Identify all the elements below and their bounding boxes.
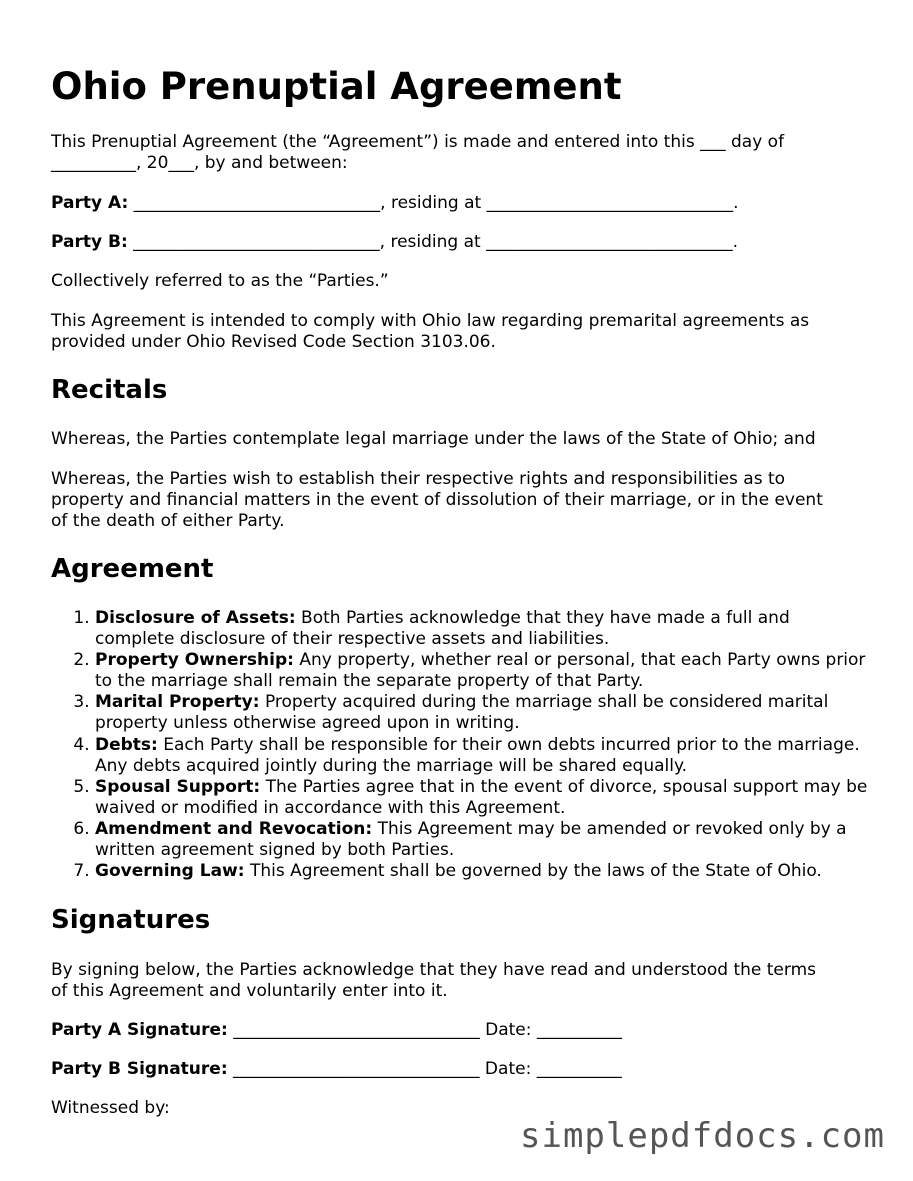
acknowledgement-paragraph bbox=[51, 960, 871, 1002]
party-a-signature-line bbox=[51, 1020, 871, 1041]
list-item bbox=[95, 819, 871, 861]
signatures-heading: Signatures bbox=[51, 905, 211, 935]
item-text: Both Parties acknowledge that they have made a full and complete disclosure of their respective assets and liabilities. bbox=[95, 608, 790, 650]
item-text: Each Party shall be responsible for their own debts incurred prior to the marriage. Any debts acquired jointly during the marriage will be shared equally. bbox=[95, 734, 860, 776]
list-item bbox=[95, 692, 871, 734]
list-item bbox=[95, 777, 871, 819]
agreement-list bbox=[51, 608, 871, 882]
item-label: Spousal Support: bbox=[95, 776, 261, 797]
intro-line-2: __________, 20___, by and between: bbox=[51, 153, 348, 173]
watermark: simplepdfdocs.com bbox=[520, 1116, 885, 1156]
item-label: Governing Law: bbox=[95, 861, 245, 882]
item-label: Debts: bbox=[95, 734, 158, 755]
compliance-paragraph bbox=[51, 311, 871, 353]
document-title: Ohio Prenuptial Agreement bbox=[51, 65, 622, 108]
party-b-label: Party B: bbox=[51, 232, 128, 252]
party-b-line bbox=[51, 232, 871, 253]
compliance-line-1: This Agreement is intended to comply with Ohio law regarding premarital agreements as bbox=[51, 311, 810, 331]
list-item bbox=[95, 861, 871, 882]
item-label: Disclosure of Assets: bbox=[95, 608, 296, 628]
whereas-2-line-2: property and financial matters in the event of dissolution of their marriage, or in the event bbox=[51, 490, 823, 510]
item-label: Marital Property: bbox=[95, 692, 260, 713]
party-b-signature-fields: _____________________________ Date: __________ bbox=[227, 1059, 622, 1079]
party-b-signature-label: Party B Signature: bbox=[51, 1059, 228, 1079]
recitals-heading: Recitals bbox=[51, 375, 168, 405]
compliance-line-2: provided under Ohio Revised Code Section 3103.06. bbox=[51, 332, 496, 352]
item-text: The Parties agree that in the event of divorce, spousal support may be waived or modified in accordance with this Agreement. bbox=[95, 776, 868, 818]
collectively-text: Collectively referred to as the “Parties.” bbox=[51, 271, 389, 291]
ack-line-2: of this Agreement and voluntarily enter into it. bbox=[51, 981, 448, 1001]
item-label: Property Ownership: bbox=[95, 650, 294, 671]
agreement-heading: Agreement bbox=[51, 554, 214, 584]
party-b-fields: _____________________________, residing at _____________________________. bbox=[133, 232, 738, 252]
party-a-fields: _____________________________, residing at _____________________________. bbox=[133, 193, 739, 213]
whereas-2 bbox=[51, 469, 871, 532]
list-item bbox=[95, 735, 871, 777]
list-item bbox=[95, 650, 871, 692]
witnessed-by: Witnessed by: bbox=[51, 1098, 170, 1118]
whereas-2-line-3: of the death of either Party. bbox=[51, 511, 285, 531]
intro-paragraph bbox=[51, 132, 871, 174]
list-item bbox=[95, 608, 871, 650]
party-b-signature-line bbox=[51, 1059, 871, 1080]
intro-line-1: This Prenuptial Agreement (the “Agreement”) is made and entered into this ___ day of bbox=[51, 132, 785, 152]
whereas-2-line-1: Whereas, the Parties wish to establish their respective rights and responsibilities as to bbox=[51, 469, 786, 489]
ack-line-1: By signing below, the Parties acknowledge that they have read and understood the terms bbox=[51, 960, 816, 980]
whereas-1: Whereas, the Parties contemplate legal marriage under the laws of the State of Ohio; and bbox=[51, 429, 816, 449]
party-a-label: Party A: bbox=[51, 193, 129, 213]
party-a-signature-fields: _____________________________ Date: __________ bbox=[227, 1020, 622, 1040]
item-text: This Agreement may be amended or revoked only by a written agreement signed by both Parties. bbox=[95, 818, 847, 861]
item-text: Property acquired during the marriage shall be considered marital property unless otherwise agreed upon in writing. bbox=[95, 692, 829, 734]
item-text: This Agreement shall be governed by the laws of the State of Ohio. bbox=[244, 861, 822, 882]
item-label: Amendment and Revocation: bbox=[95, 818, 373, 839]
party-a-signature-label: Party A Signature: bbox=[51, 1020, 228, 1040]
party-a-line bbox=[51, 193, 871, 214]
item-text: Any property, whether real or personal, that each Party owns prior to the marriage shall remain the separate property of that Party. bbox=[95, 650, 866, 692]
